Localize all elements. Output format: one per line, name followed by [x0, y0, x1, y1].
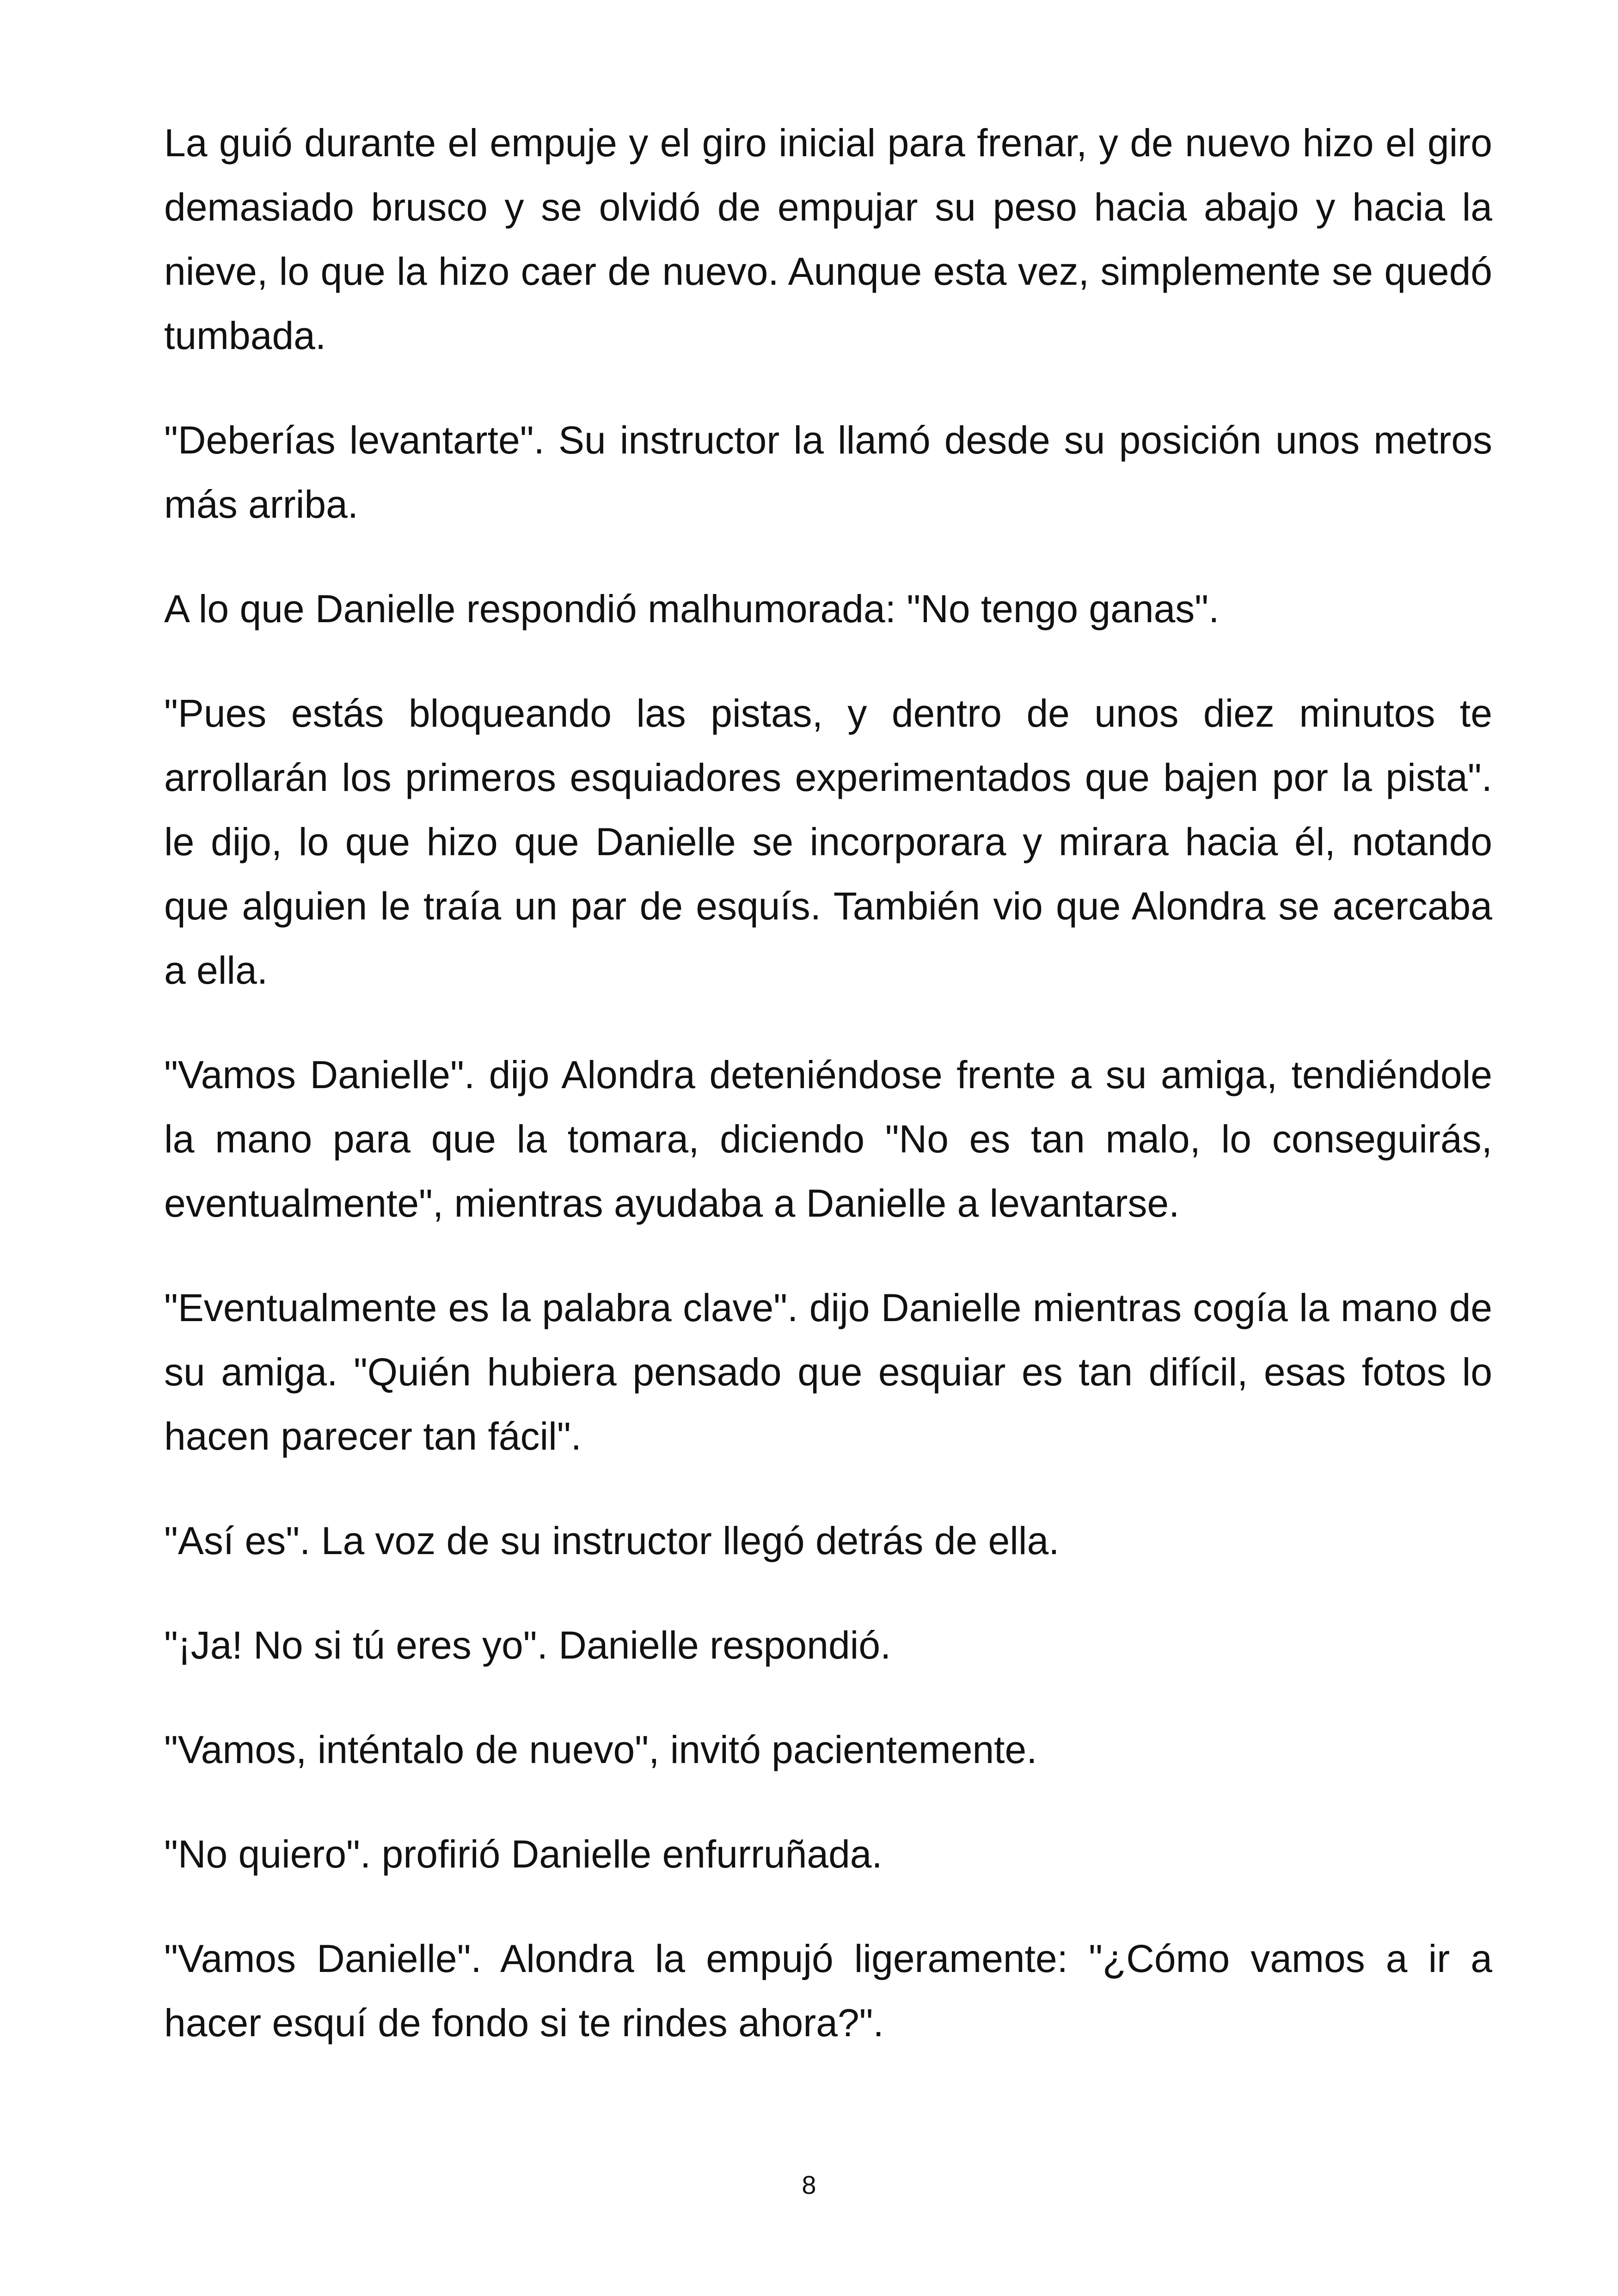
paragraph: "Eventualmente es la palabra clave". dijo Danielle mientras cogía la mano de su amiga. "Quién hubiera pensado que esquiar es tan difícil, esas fotos lo hacen parecer tan fácil".: [164, 1286, 1492, 1458]
paragraph: "Deberías levantarte". Su instructor la llamó desde su posición unos metros más arriba.: [164, 418, 1492, 526]
paragraph: A lo que Danielle respondió malhumorada: "No tengo ganas".: [164, 587, 1220, 631]
paragraph: "¡Ja! No si tú eres yo". Danielle respondió.: [164, 1623, 891, 1667]
paragraph: "No quiero". profirió Danielle enfurruñada.: [164, 1832, 883, 1876]
paragraph: "Así es". La voz de su instructor llegó detrás de ella.: [164, 1519, 1060, 1562]
body-text: [164, 111, 1492, 2055]
paragraph: "Vamos, inténtalo de nuevo", invitó pacientemente.: [164, 1728, 1037, 1771]
paragraph: "Vamos Danielle". Alondra la empujó ligeramente: "¿Cómo vamos a ir a hacer esquí de fondo si te rindes ahora?".: [164, 1937, 1492, 2045]
paragraph: "Vamos Danielle". dijo Alondra deteniéndose frente a su amiga, tendiéndole la mano para que la tomara, diciendo "No es tan malo, lo conseguirás, eventualmente", mientras ayudaba a Danielle a levantarse.: [164, 1053, 1492, 1225]
page-number: 8: [802, 2170, 816, 2199]
paragraph: "Pues estás bloqueando las pistas, y dentro de unos diez minutos te arrollarán los primeros esquiadores experimentados que bajen por la pista". le dijo, lo que hizo que Danielle se incorporara y mirara hacia él, notando que alguien le traía un par de esquís. También vio que Alondra se acercaba a ella.: [164, 692, 1492, 992]
paragraph: La guió durante el empuje y el giro inicial para frenar, y de nuevo hizo el giro demasiado brusco y se olvidó de empujar su peso hacia abajo y hacia la nieve, lo que la hizo caer de nuevo. Aunque esta vez, simplemente se quedó tumbada.: [164, 121, 1492, 357]
